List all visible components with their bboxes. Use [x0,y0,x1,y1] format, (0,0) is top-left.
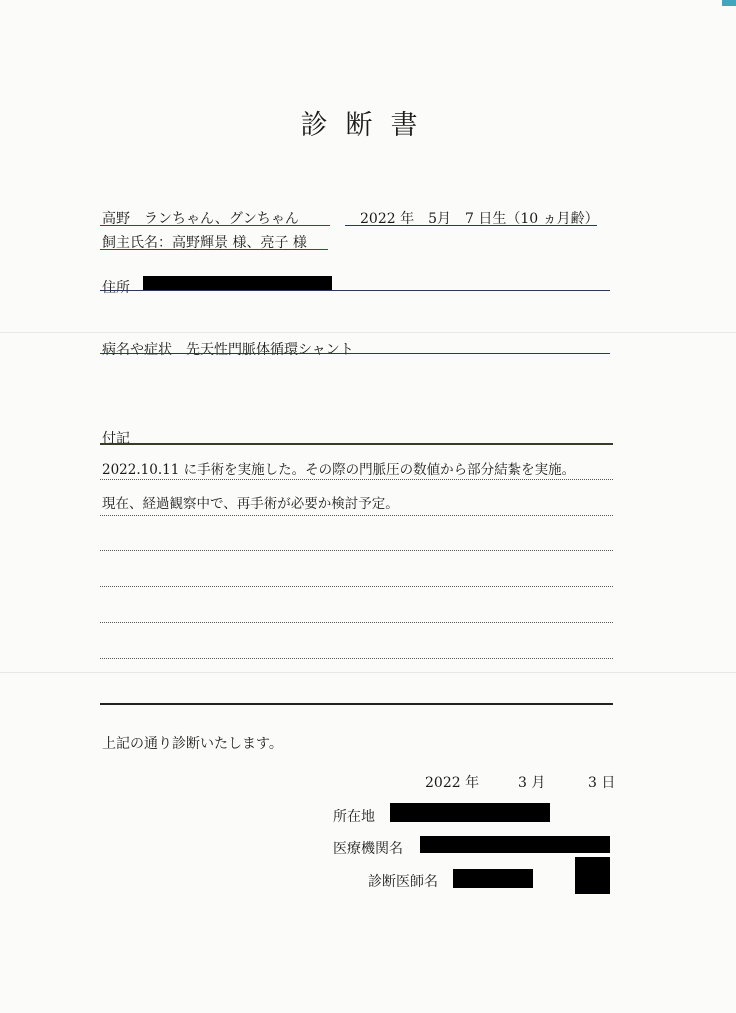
underline [345,225,597,226]
diagnosis: 病名や症状 先天性門脈体循環シャント [102,342,354,358]
underline [100,225,330,226]
address-label: 住所 [102,280,130,296]
patient-names: 高野 ランちゃん、グンちゃん [102,211,299,227]
location-label: 所在地 [333,809,375,825]
date-month: 3 月 [518,775,546,791]
dotted-rule [100,622,613,623]
owner-name: 飼主氏名：高野輝景 様、亮子 様 [102,235,307,251]
diagnosis-underline [100,353,610,354]
notes-bottom-rule [100,703,613,705]
notes-rule [100,443,613,445]
statement: 上記の通り診断いたします。 [102,736,283,752]
underline [100,249,328,250]
note-line: 現在、経過観察中で、再手術が必要か検討予定。 [102,496,399,512]
dotted-rule [100,479,613,480]
redacted-seal [575,857,610,894]
paper-fold [0,672,736,673]
paper-edge-mark [722,0,736,6]
paper-fold [0,332,736,333]
redacted-doctor-name [453,869,533,888]
dotted-rule [100,550,613,551]
document-title: 診断書 [300,110,436,141]
dotted-rule [100,515,613,516]
address-underline [100,290,610,291]
institution-label: 医療機関名 [333,841,403,857]
redacted-address [143,276,332,290]
doctor-label: 診断医師名 [368,874,438,890]
dotted-rule [100,658,613,659]
dotted-rule [100,586,613,587]
note-line: 2022.10.11 に手術を実施した。その際の門脈圧の数値から部分結紮を実施。 [102,462,576,478]
redacted-institution [420,836,610,853]
date-year: 2022 年 [425,775,480,791]
redacted-location [390,803,550,822]
date-day: 3 日 [588,775,616,791]
birth-date: 2022 年 5月 7 日生（10 ヵ月齢） [360,211,599,227]
notes-label: 付記 [102,431,130,447]
